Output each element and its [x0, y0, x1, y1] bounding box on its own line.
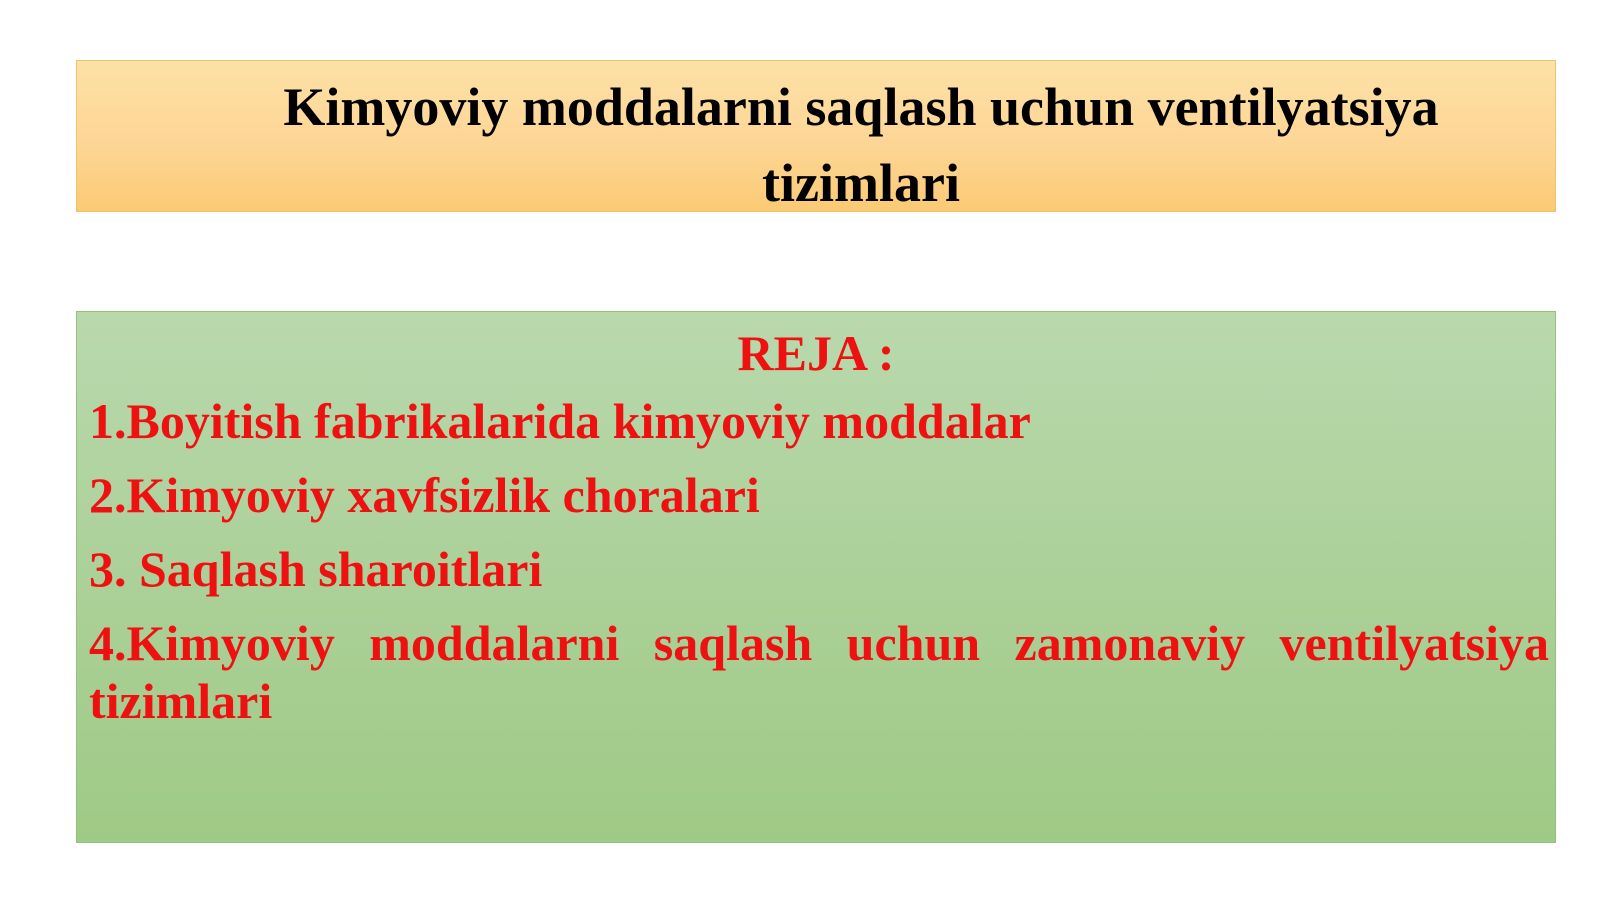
plan-item: 2.Kimyoviy xavfsizlik choralari: [89, 467, 760, 523]
plan-item: 4.Kimyoviy moddalarni saqlash uchun zamonaviy ventilyatsiya tizimlari: [89, 615, 1549, 729]
plan-item: 3. Saqlash sharoitlari: [89, 541, 543, 597]
plan-heading: REJA :: [737, 325, 895, 381]
plan-box: [76, 311, 1556, 843]
plan-list: [89, 392, 1549, 746]
plan-item: 1.Boyitish fabrikalarida kimyoviy moddalar: [89, 393, 1031, 449]
title-box: [76, 60, 1556, 212]
slide-title: Kimyoviy moddalarni saqlash uchun ventilyatsiya tizimlari: [283, 77, 1439, 213]
